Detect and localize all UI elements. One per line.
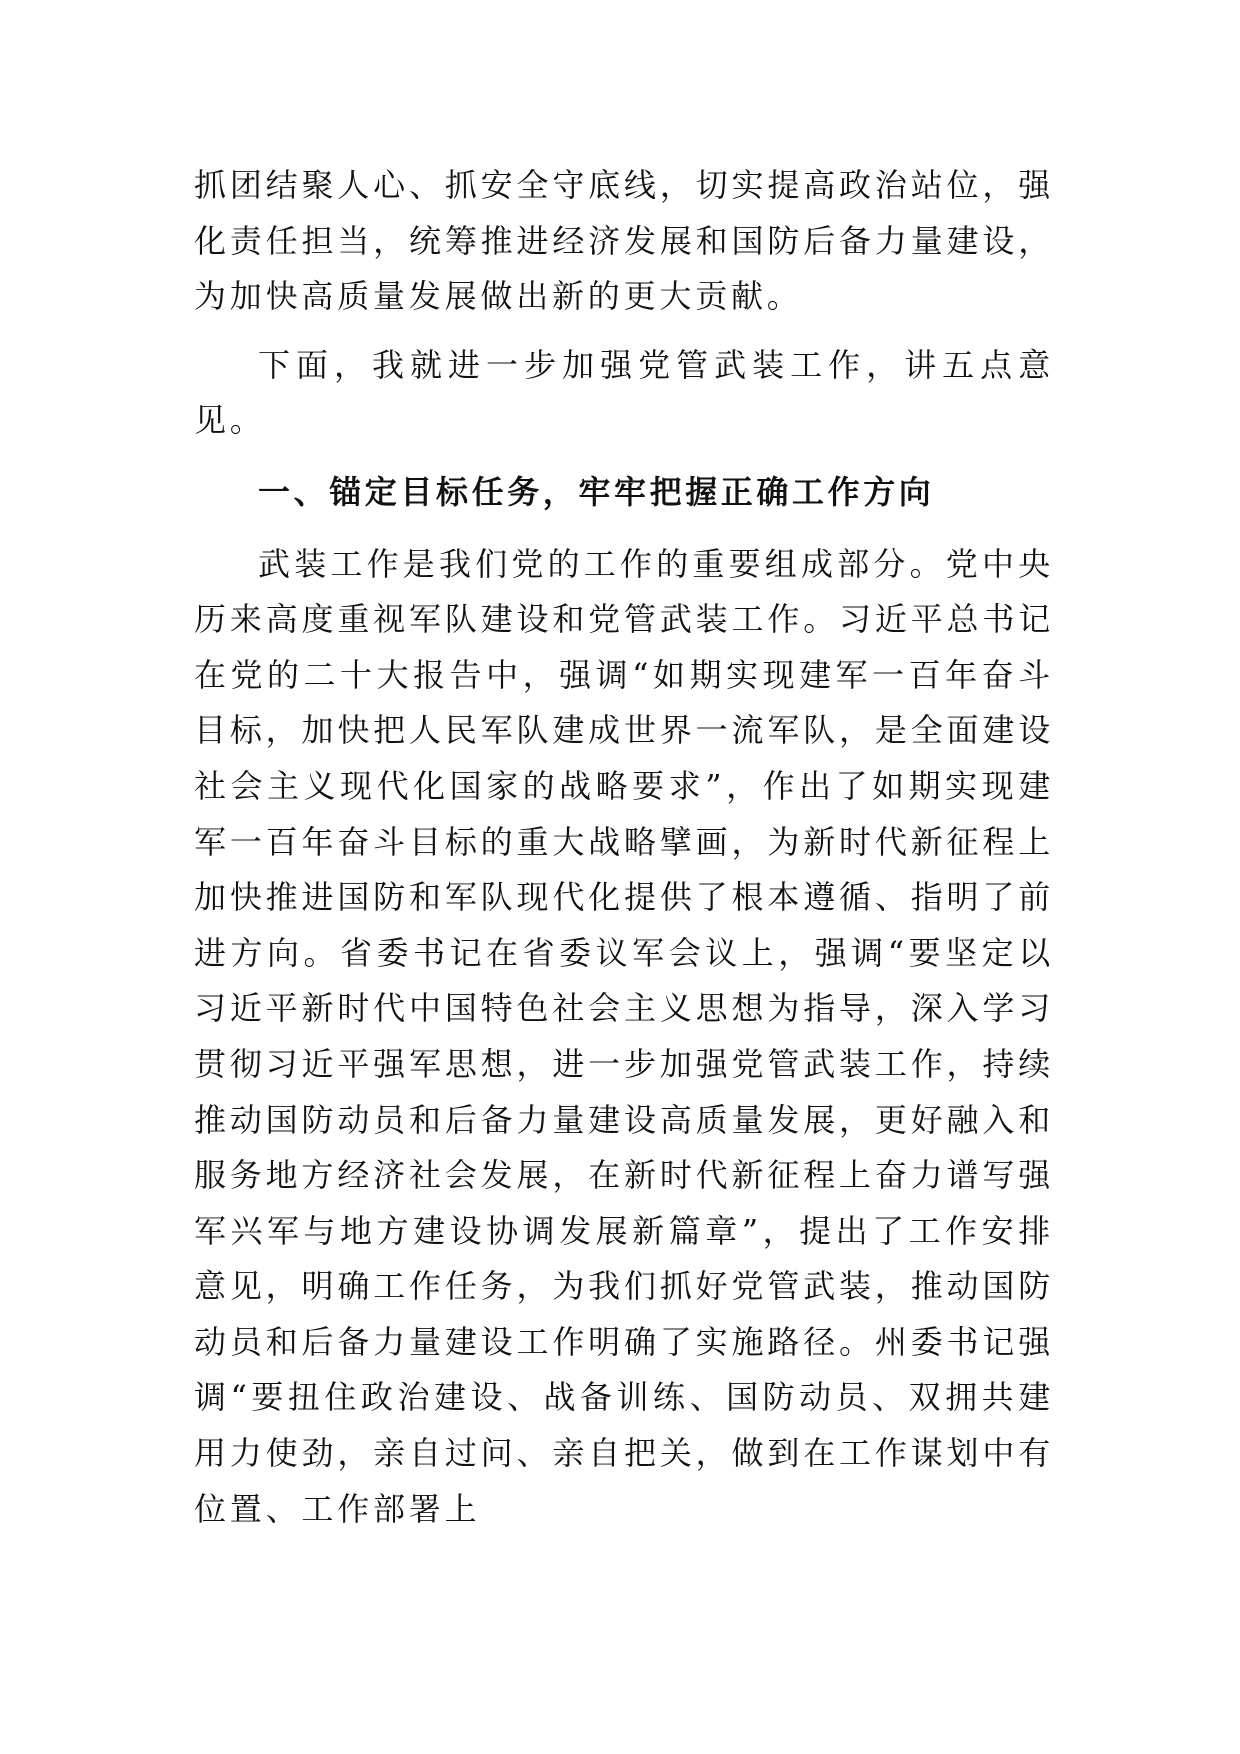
section-heading-1: 一、锚定目标任务，牢牢把握正确工作方向 [258, 472, 935, 511]
paragraph-section-1: 武装工作是我们党的工作的重要组成部分。党中央历来高度重视军队建设和党管武装工作。习近平总书记在党的二十大报告中，强调“如期实现建军一百年奋斗目标，加快把人民军队建成世界一流军队，是全面建设社会主义现代化国家的战略要求”，作出了如期实现建军一百年奋斗目标的重大战略擘画，为新时代新征程上加快推进国防和军队现代化提供了根本遵循、指明了前进方向。省委书记在省委议军会议上，强调“要坚定以习近平新时代中国特色社会主义思想为指导，深入学习贯彻习近平强军思想，进一步加强党管武装工作，持续推动国防动员和后备力量建设高质量发展，更好融入和服务地方经济社会发展，在新时代新征程上奋力谱写强军兴军与地方建设协调发展新篇章”，提出了工作安排意见，明确工作任务，为我们抓好党管武装，推动国防动员和后备力量建设工作明确了实施路径。州委书记强调“要扭住政治建设、战备训练、国防动员、双拥共建用力使劲，亲自过问、亲自把关，做到在工作谋划中有位置、工作部署上 [194, 544, 1054, 1528]
paragraph-intro: 下面，我就进一步加强党管武装工作，讲五点意见。 [194, 345, 1054, 440]
document-body [194, 158, 1054, 1537]
paragraph-continuation: 抓团结聚人心、抓安全守底线，切实提高政治站位，强化责任担当，统筹推进经济发展和国防后备力量建设，为加快高质量发展做出新的更大贡献。 [194, 166, 1054, 316]
